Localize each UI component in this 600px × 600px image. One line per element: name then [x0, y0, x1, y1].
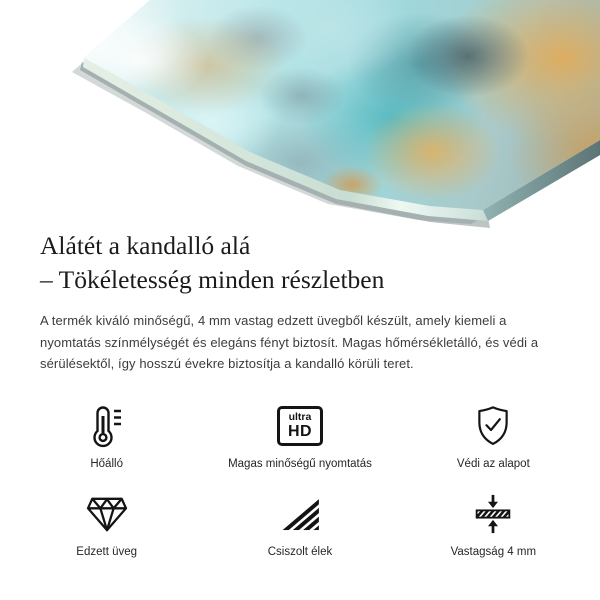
feature-label: Vastagság 4 mm	[450, 546, 537, 558]
page-title-line2: – Tökéletesség minden részletben	[40, 265, 385, 294]
ultra-hd-icon	[277, 402, 323, 450]
ultra-hd-badge-top: ultra	[288, 411, 312, 424]
feature-item-tempered-glass	[10, 490, 203, 558]
shield-check-icon	[473, 402, 513, 450]
feature-item-heat-resistant	[10, 402, 203, 470]
feature-label: Edzett üveg	[76, 546, 138, 558]
feature-label: Magas minőségű nyomtatás	[228, 458, 372, 470]
feature-grid	[10, 402, 590, 558]
ultra-hd-badge-bottom: HD	[288, 422, 312, 440]
thermometer-icon	[90, 402, 124, 450]
page-title	[40, 229, 384, 297]
feature-item-polished-edges	[203, 490, 396, 558]
product-description: A termék kiváló minőségű, 4 mm vastag edzett üvegből készült, amely kiemeli a nyomtatás színmélységét és elegáns fényt biztosít. Magas hőmérsékletálló, és védi a sérülésektől, így hosszú évekre biztosítja a kandalló körüli teret.	[40, 313, 539, 371]
feature-item-thickness	[397, 490, 590, 558]
feature-label: Védi az alapot	[456, 458, 530, 470]
diamond-icon	[85, 490, 129, 538]
feature-item-protects-base	[397, 402, 590, 470]
thickness-icon	[473, 490, 513, 538]
feature-item-ultra-hd-print	[203, 402, 396, 470]
page-title-line1: Alátét a kandalló alá	[40, 231, 251, 260]
hero-product-image	[0, 0, 600, 238]
feature-label: Csiszolt élek	[267, 546, 333, 558]
feature-label: Hőálló	[90, 458, 123, 470]
polished-edges-icon	[278, 490, 322, 538]
